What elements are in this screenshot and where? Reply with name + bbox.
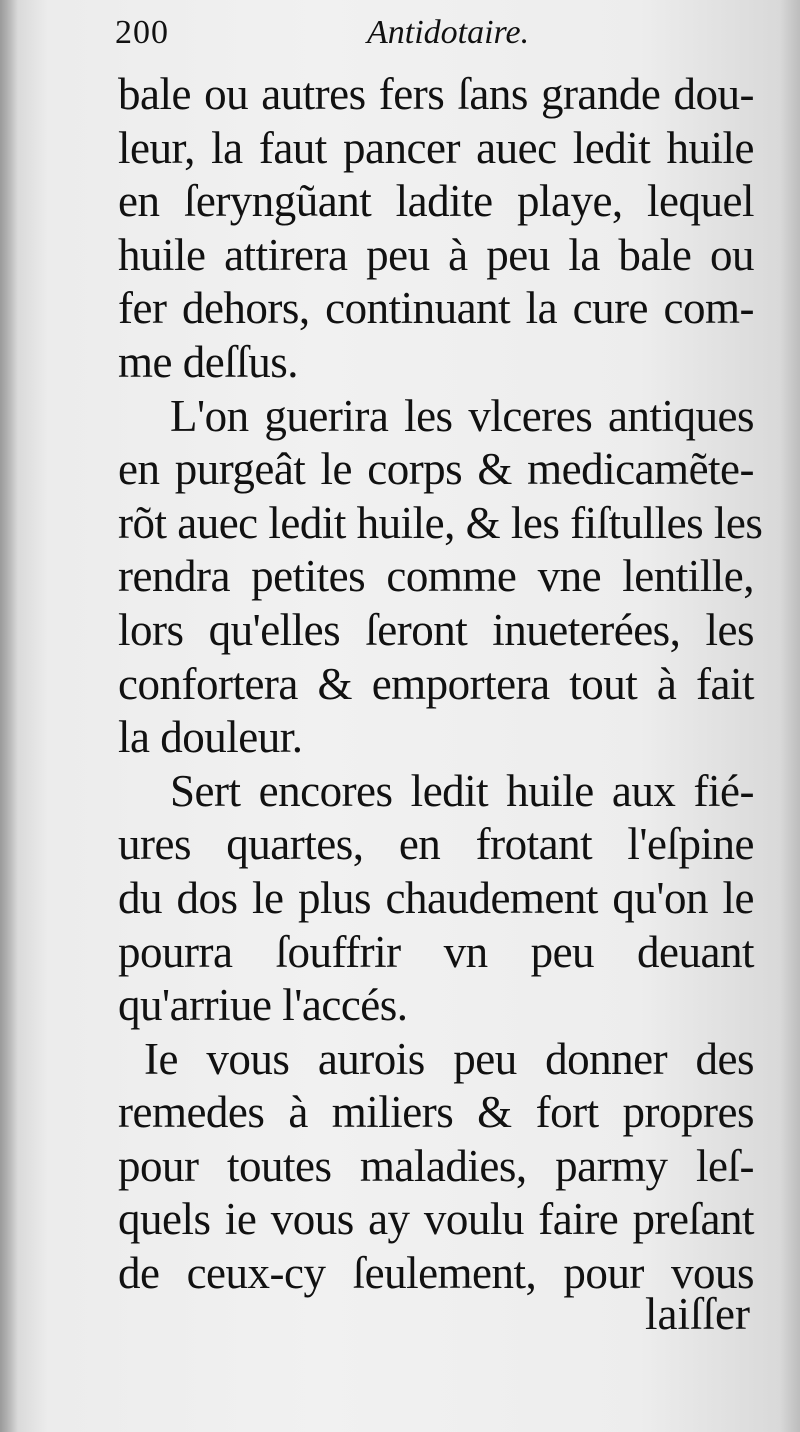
text-line: huile attirera peu à peu la bale ou [118, 229, 754, 280]
page-header [115, 14, 755, 58]
running-title: Antidotaire. [367, 14, 530, 51]
catchword: laiſſer [645, 1289, 750, 1339]
text-line: en ſeryngũant ladite playe, lequel [118, 176, 754, 227]
text-line: la douleur. [118, 712, 303, 763]
text-line: ures quartes, en frotant l'eſpine [118, 819, 754, 870]
text-line: quels ie vous ay voulu faire preſant [118, 1194, 754, 1245]
text-line: rõt auec ledit huile, & les fiſtulles les [118, 497, 763, 548]
text-line: rendra petites comme vne lentille, [118, 551, 754, 602]
text-line: leur, la faut pancer auec ledit huile [118, 122, 754, 173]
text-line: en purgeât le corps & medicamẽte- [118, 444, 754, 495]
text-line: me deſſus. [118, 336, 298, 387]
paragraph-start-line: Ie vous aurois peu donner des [144, 1033, 754, 1084]
text-line: confortera & emportera tout à fait [118, 658, 754, 709]
paragraph-start-line: L'on guerira les vlceres antiques [170, 390, 754, 441]
text-line: pour toutes maladies, parmy leſ- [118, 1140, 754, 1191]
page-number: 200 [115, 14, 169, 51]
text-line: remedes à miliers & fort propres [118, 1087, 754, 1138]
text-line: du dos le plus chaudement qu'on le [118, 872, 754, 923]
text-line: pourra ſouffrir vn peu deuant [118, 926, 754, 977]
paragraph-start-line: Sert encores ledit huile aux fié- [170, 765, 754, 816]
text-line: bale ou autres fers ſans grande dou- [118, 69, 754, 119]
body-text [118, 68, 763, 1301]
text-line: de ceux-cy ſeulement, pour vous [118, 1248, 754, 1299]
text-line: lors qu'elles ſeront inueterées, les [118, 604, 754, 655]
text-line: qu'arriue l'accés. [118, 980, 408, 1031]
text-line: fer dehors, continuant la cure com- [118, 283, 754, 334]
